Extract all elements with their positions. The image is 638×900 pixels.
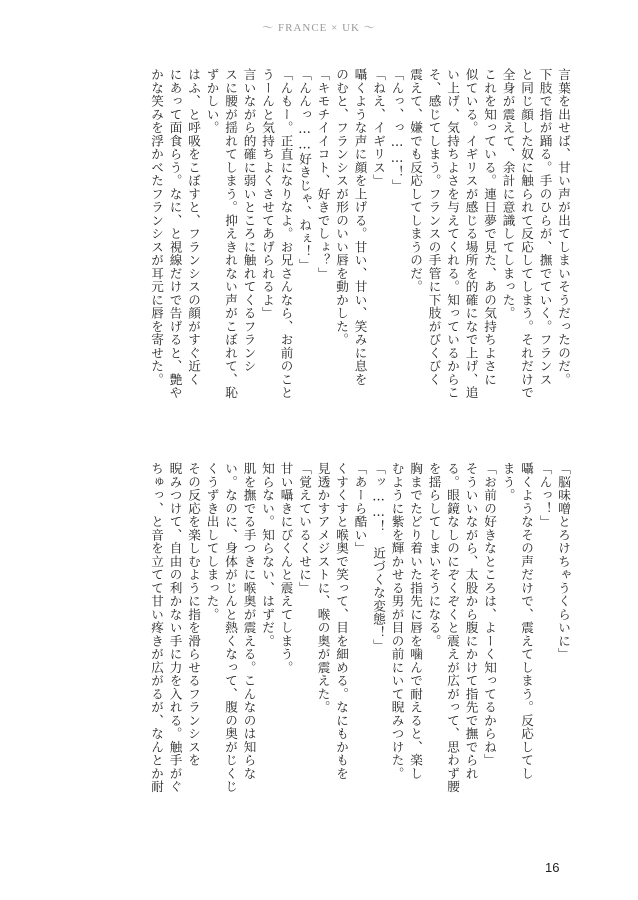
text-line: 「ねえ、イギリス」 (371, 68, 386, 188)
text-line: 「覚えているくせに」 (297, 462, 312, 595)
text-line: 肌を撫でる手つきに喉奥が震える。こんなのは知らな (241, 462, 257, 780)
text-line: これを知っている。連日夢で見た、あの気持ちよさに (482, 68, 497, 386)
text-line: その反応を楽しむように指を滑らせるフランシスを (186, 462, 201, 767)
text-line: そういいながら、太股から腹にかけて指先で撫でられ (463, 462, 479, 780)
text-line: かな笑みを浮かべたフランシスが耳元に唇を寄せた。 (149, 68, 164, 386)
text-line: る。眼鏡なしのにぞくぞくと震えが広がって、思わず腰 (445, 462, 460, 794)
text-line: 「んっ！」 (537, 462, 553, 529)
text-line: 「んっ、っ……！」 (389, 68, 405, 193)
text-line: 知らない。知らない、はずだ。 (260, 462, 275, 648)
text-line: を揺らしてしまいそうになる。 (426, 462, 442, 648)
text-line: まう。 (500, 462, 516, 502)
text-line: くうずき出してしまった。 (204, 462, 220, 621)
text-line: 見透かすアメジストに、喉の奥が震えた。 (315, 462, 331, 714)
text-line: 甘い囁きにびくんと震えてしまう。 (278, 462, 294, 674)
text-line: にあって面食らう。なに、と視線だけで告げると、艶や (167, 68, 183, 400)
text-line: い。なのに、身体がじんと熱くなって、腹の奥がじくじ (223, 462, 238, 794)
text-line: くすくすと喉奥で笑って、目を細める。なにもかもを (334, 462, 349, 780)
text-line: 囁くような声に顔を上げる。甘い、甘い、笑みに息を (352, 68, 368, 386)
text-line: 似ている。イギリスが感じる場所を的確になで上げ、追 (463, 68, 479, 400)
text-line: 胸までたどり着いた指先に唇を噛んで耐えると、楽し (408, 462, 423, 780)
text-line: い上げ、気持ちよさを与えてくれる。知っているからこ (445, 68, 460, 400)
text-line: 「んもー。正直になりなよ。お兄さんなら、お前のこと (278, 68, 294, 400)
text-line: 「あーら酷い」 (352, 462, 368, 555)
text-line: 「脳味噌とろけちゃうくらいに」 (556, 462, 571, 661)
text-line: 「ッ……！ 近づくな変態！」 (371, 462, 386, 653)
text-line: 言葉を出せば、甘い声が出てしまいそうだったのだ。 (556, 68, 571, 386)
text-line: 下肢で指が踊る。手のひらが、撫でていく。フランス (537, 68, 553, 386)
text-line: 言いながら的確に弱いところに触れてくるフランシ (241, 68, 257, 373)
text-line: はふ、と呼吸をこぼすと、フランシスの顔がすぐ近く (186, 68, 201, 386)
text-line: と同じ顔した奴に触られて反応してしまう。それだけで (519, 68, 534, 400)
text-line: 囁くようなその声だけで、震えてしまう。反応してし (519, 462, 534, 780)
page-number: 16 (545, 860, 560, 875)
text-line: ちゅっ、と音を立てて甘い疼きが広がるが、なんとか耐 (149, 462, 164, 794)
text-line: うーんと気持ちよくさせてあげられるよ」 (260, 68, 275, 320)
text-line: ずかしい。 (204, 68, 220, 135)
text-line: スに腰が揺れてしまう。抑えきれない声がこぼれて、恥 (223, 68, 238, 400)
text-line: 「お前の好きなところは、よーく知ってるからね」 (482, 462, 497, 767)
text-line: 「んんっ……好きじゃ、ねぇ！」 (297, 68, 312, 272)
text-line: そ、感じてしまう。フランスの手管に下肢がびくびく (426, 68, 442, 386)
text-block-lower (112, 462, 572, 814)
text-line: 全身が震えて、余計に意識してしまった。 (500, 68, 516, 320)
text-line: 睨みつけて、自由の利かない手に力を入れる。触手がぐ (167, 462, 183, 794)
text-line: 「キモチイイコト、好きでしょ？」 (315, 68, 331, 280)
text-line: むように紫を輝かせる男が目の前にいて睨みつけた。 (389, 462, 405, 780)
text-block-upper (112, 68, 572, 420)
text-line: 震えて、嫌でも反応してしまうのだ。 (408, 68, 423, 294)
running-header: ～ FRANCE × UK ～ (262, 22, 376, 34)
text-line: のむと、フランシスが形のいい唇を動かした。 (334, 68, 349, 347)
